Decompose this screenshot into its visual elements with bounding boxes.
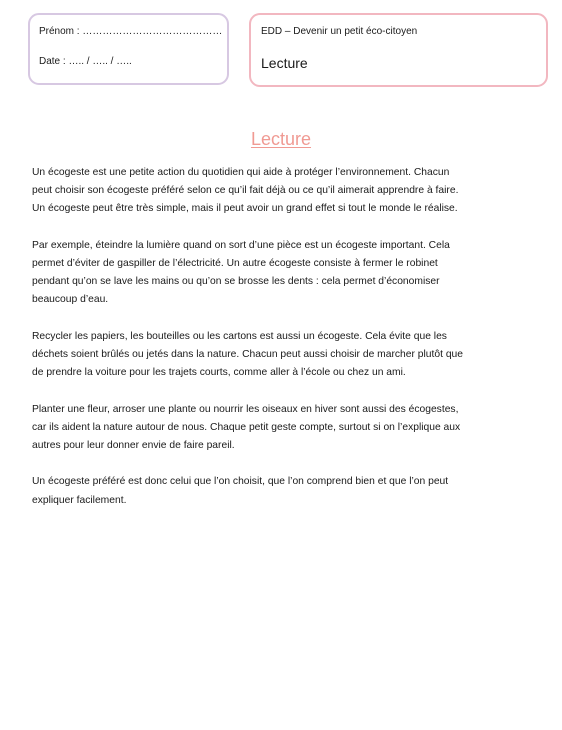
text-line: de prendre la voiture pour les trajets courts, comme aller à l’école ou chez un ami. — [32, 367, 406, 379]
lesson-title: Lecture — [261, 55, 308, 71]
text-line: Recycler les papiers, les bouteilles ou les cartons est aussi un écogeste. Cela évite que les — [32, 330, 447, 342]
text-line: pendant qu’on se lave les mains ou qu’on se brosse les dents : cela permet d’économiser — [32, 276, 440, 288]
date-label: Date : ….. / ….. / ….. — [39, 56, 132, 67]
text-line: car ils aident la nature autour de nous. Chaque petit geste compte, surtout si on l’explique aux — [32, 421, 461, 433]
text-line: Planter une fleur, arroser une plante ou nourrir les oiseaux en hiver sont aussi des écogestes, — [32, 403, 459, 415]
reading-text — [32, 164, 532, 528]
subject-label: EDD – Devenir un petit éco-citoyen — [261, 26, 418, 37]
page-title: Lecture — [250, 129, 312, 149]
paragraph-2 — [32, 237, 532, 310]
text-line: Par exemple, éteindre la lumière quand on sort d’une pièce est un écogeste important. Cela — [32, 239, 450, 251]
text-line: Un écogeste préféré est donc celui que l’on choisit, que l’on comprend bien et que l’on peut — [32, 476, 449, 488]
text-line: Un écogeste peut être très simple, mais il peut avoir un grand effet si tout le monde le réalise. — [32, 203, 458, 215]
paragraph-4 — [32, 401, 532, 456]
paragraph-5 — [32, 473, 532, 509]
text-line: peut choisir son écogeste préféré selon ce qu’il fait déjà ou ce qu’il aimerait apprendre à faire. — [32, 185, 459, 197]
text-line: déchets soient brûlés ou jetés dans la nature. Chacun peut aussi choisir de marcher plutôt que — [32, 349, 464, 360]
text-line: beaucoup d’eau. — [32, 294, 109, 306]
paragraph-3 — [32, 328, 532, 383]
text-line: permet d’éviter de gaspiller de l’électricité. Un autre écogeste consiste à fermer le robinet — [32, 258, 438, 269]
first-name-label: Prénom : …………………………………… — [39, 26, 223, 37]
text-line: autres pour leur donner envie de faire pareil. — [32, 440, 235, 451]
lesson-info-box — [249, 13, 548, 87]
paragraph-1 — [32, 164, 532, 219]
text-line: Un écogeste est une petite action du quotidien qui aide à protéger l’environnement. Chacun — [32, 167, 450, 178]
text-line: expliquer facilement. — [32, 494, 127, 506]
student-info-box — [28, 13, 229, 85]
